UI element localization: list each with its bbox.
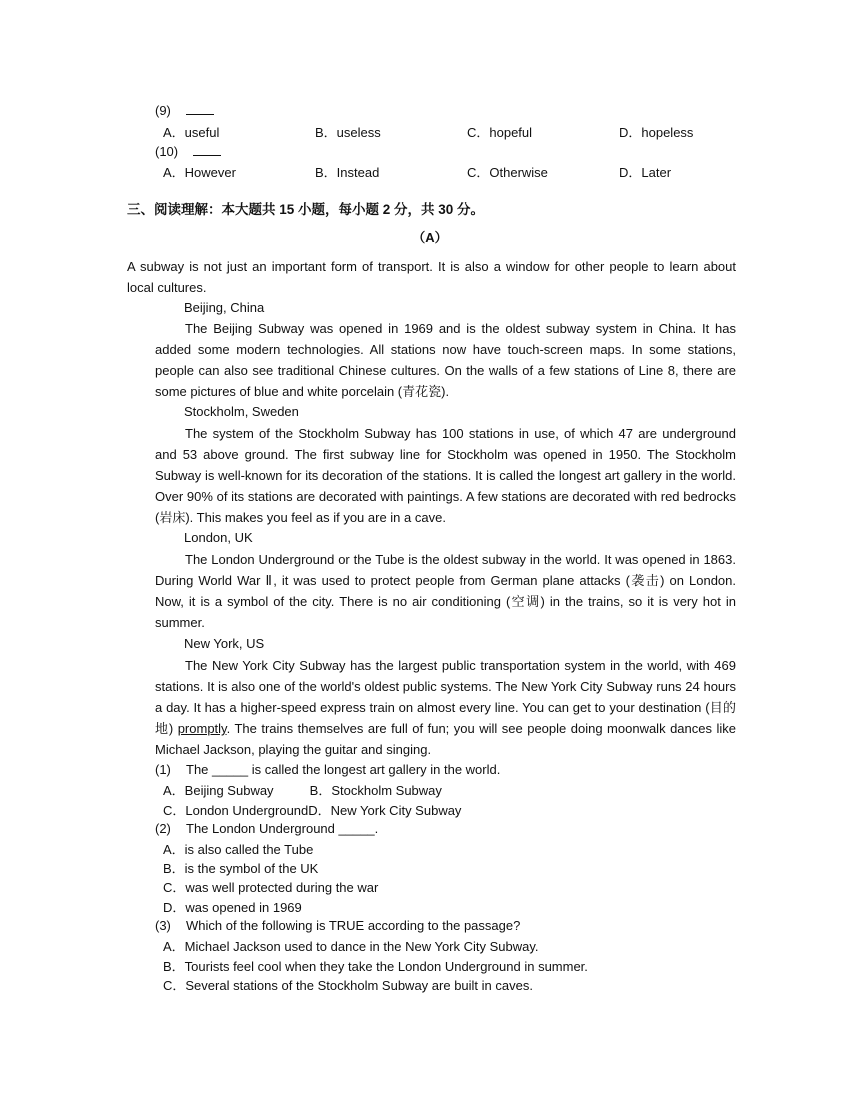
option-b: B．Tourists feel cool when they take the London Underground in summer.: [163, 959, 588, 974]
option-d: D．hopeless: [619, 125, 694, 140]
option-a: A．useful: [163, 125, 220, 140]
question-number: (1): [155, 762, 171, 777]
option-c: C．hopeful: [467, 125, 533, 140]
paragraph-text: . The trains themselves are full of fun; you will see people doing moonwalk dances like Michael Jackson, playing the guitar and singing.: [155, 721, 736, 757]
paragraph-london: The London Underground or the Tube is the oldest subway in the world. It was opened in 1863. During World War Ⅱ, it was used to protect people from German plane attacks (袭击) on London. Now, it is a symbol of the city. There is no air conditioning (空调) in the trains, so it is very hot in summer.: [155, 552, 736, 630]
passage-label: （A）: [412, 230, 448, 245]
question-number: (9): [155, 103, 171, 118]
question-number: (10): [155, 144, 179, 159]
option-a: A．is also called the Tube: [163, 842, 314, 857]
heading-london: London, UK: [184, 530, 253, 545]
section-title: 三、阅读理解：本大题共 15 小题，每小题 2 分，共 30 分。: [127, 202, 485, 217]
question-stem: The London Underground _____.: [186, 821, 379, 836]
option-a: A．Michael Jackson used to dance in the New York City Subway.: [163, 939, 539, 954]
reading-question-2: [155, 820, 378, 838]
paragraph-beijing: The Beijing Subway was opened in 1969 and is the oldest subway system in China. It has added some modern technologies. All stations now have touch-screen maps. In some stations, people can also see traditional Chinese cultures. On the walls of a few stations of Line 8, there are some pictures of blue and white porcelain (青花瓷).: [155, 321, 736, 399]
option-c: C．was well protected during the war: [163, 880, 379, 895]
cloze-question-10: [155, 143, 221, 161]
option-b: B．is the symbol of the UK: [163, 861, 319, 876]
question-stem: The _____ is called the longest art gallery in the world.: [186, 762, 501, 777]
option-b: B．Instead: [315, 165, 380, 180]
question-stem: Which of the following is TRUE according to the passage?: [186, 918, 521, 933]
question-number: (3): [155, 918, 171, 933]
option-d: D．was opened in 1969: [163, 900, 302, 915]
underlined-word: promptly: [177, 721, 227, 736]
option-c: C．Otherwise: [467, 165, 548, 180]
heading-stockholm: Stockholm, Sweden: [184, 404, 299, 419]
cloze-question-9: [155, 102, 214, 120]
reading-question-1: [155, 761, 500, 779]
heading-newyork: New York, US: [184, 636, 265, 651]
paragraph-newyork: [155, 655, 736, 760]
answer-blank: [186, 102, 214, 115]
option-b: B．useless: [315, 125, 381, 140]
question-number: (2): [155, 821, 171, 836]
paragraph-text: The New York City Subway has the largest public transportation system in the world, with 469 stations. It is also one of the world's oldest public systems. The New York City Subway runs 24 hours a day. It has a higher-speed express train on almost every line. You can get to your destination (目的地): [155, 658, 736, 736]
reading-question-3: [155, 917, 520, 935]
option-c: C．Several stations of the Stockholm Subway are built in caves.: [163, 978, 533, 993]
paragraph-stockholm: The system of the Stockholm Subway has 100 stations in use, of which 47 are underground and 53 above ground. The first subway line for Stockholm was opened in 1950. The Stockholm Subway is well-known for its decoration of the stations. It is called the longest art gallery in the world. Over 90% of its stations are decorated with paintings. A few stations are decorated with red bedrocks (岩床). This makes you feel as if you are in a cave.: [155, 426, 736, 525]
passage-intro: A subway is not just an important form of transport. It is also a window for other people to learn about local cultures.: [127, 259, 736, 295]
heading-beijing: Beijing, China: [184, 300, 265, 315]
option-a: A．However: [163, 165, 236, 180]
answer-blank: [193, 143, 221, 156]
options-a-b: A．Beijing Subway B．Stockholm Subway: [163, 783, 442, 798]
option-d: D．Later: [619, 165, 672, 180]
options-c-d: C．London UndergroundD．New York City Subway: [163, 803, 462, 818]
